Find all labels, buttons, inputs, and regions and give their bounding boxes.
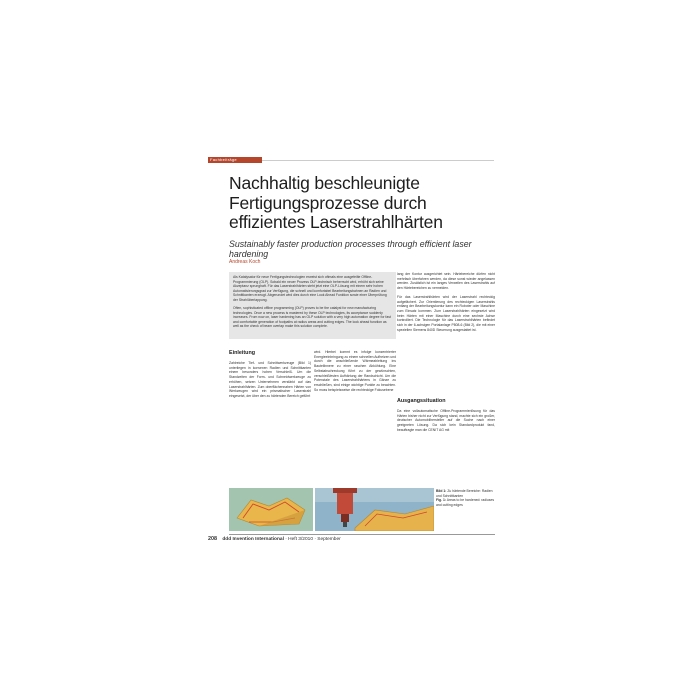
- figure-portal-image: [315, 488, 434, 531]
- header-rule: [262, 160, 494, 161]
- author-name: Andreas Koch: [229, 259, 261, 265]
- body-column-3b: [397, 409, 495, 433]
- journal-issue: · Heft 3/2010 · September: [285, 537, 341, 542]
- figure-1: [229, 488, 434, 531]
- body-text-col1: Zahlreiche Tief- und Schnittwerkzeuge (Bild 1) unterliegen in konvexen Radien und Schnittkanten einem besonders hohen Verschleiß. Um die Standzeiten der Form- und Schneidwerkzeuge zu erhöhen, setzen Unternehmen verstärkt auf das Laserstrahlhärten. Zum oberflächennahen Härten von Werkzeugen wird ein prismatischer Laserstrahl eingesetzt, der über den zu härtenden Bereich geführt: [229, 361, 311, 398]
- body-text-col3b: Für das Laserstrahlhärten wird der Laserstrahl rechteckig aufgefächert. Zur Orientierung des rechteckigen Laserstrahls entlang der Bearbeitungskontur kann ein Roboter oder Maschine zum Einsatz kommen. Zum Laserstrahlhärten eingesetzt wird beim Härten mit einer Maschine durch eine sechste Achse kontrolliert. Die Technologie für das Laserstrahlhärten befindet sich in der 6-achsigen Portalanlage P808-6 (Bild 2), die mit einer speziellen Siemens 840D Steuerung ausgestattet ist.: [397, 294, 495, 332]
- article-title: Nachhaltig beschleunigte Fertigungsprozesse durch effizientes Laserstrahlhärten: [229, 173, 443, 232]
- body-text-col3a: lang der Kontur ausgerichtet sein. Härtebereiche dürfen nicht mehrfach überfahren werden, da diese sonst wieder angelassen werden. Zusätzlich ist ein langes Verweilen des Laserstrahls auf den Härtebereichen zu vermeiden.: [397, 272, 495, 291]
- caption-de-text: Zu härtende Bereiche: Radien und Schnittkanten: [436, 489, 493, 498]
- footer-rule: [229, 534, 495, 535]
- body-text-col3c: Da eine vollautomatische Offline-Programmierlösung für das Härten bisher nicht zur Verfügung stand, machte sich ein großer, deutscher Automobilhersteller auf die Suche nach einer geeigneten Lösung. Da sich kein Standardprodukt fand, beauftragte man die CENIT AG mit: [397, 409, 495, 432]
- abstract-german: Als Katalysator für neue Fertigungstechnologien erweist sich oftmals eine ausgefeilte Offline-Programmierung (OLP). Sobald ein neuer Prozess OLP-technisch beherrscht wird, erhöht sich seine Akzeptanz sprunghaft. Für das Laserstrahlhärten steht jetzt eine OLP-Lösung mit einem sehr hohen Automatisierungsgrad zur Verfügung, die schnell und komfortabel Bearbeitungsbahnen an Radien und Schnittkanten erzeugt. Abgerundet wird dies durch eine Look Ahead Funktion sowie einer Überprüfung der Strahlüberlappung.: [233, 275, 387, 302]
- abstract-english: Often, sophisticated offline programming (OLP) proves to be the catalyst for new manufacturing technologies. Once a new process is mastered by these OLP technologies, its acceptance suddenly increases. From now on, laser hardening has an OLP solution with a very high automation degree for fast and comfortable generation of footpaths at radius areas and cutting edges. The look ahead function as well as the check of beam overlap make this solution complete.: [233, 306, 391, 329]
- article-subtitle: Sustainably faster production processes through efficient laser hardening: [229, 239, 472, 259]
- abstract-box: [229, 272, 396, 339]
- caption-en-label: Fig. 1:: [436, 498, 446, 503]
- portal-render-graphic: [315, 488, 434, 531]
- heading-ausgangssituation: Ausgangssituation: [397, 398, 446, 404]
- caption-en-text: Areas to be hardened: radiuses and cutting edges: [436, 498, 495, 507]
- body-column-1: [229, 361, 311, 399]
- caption-german: [436, 489, 496, 498]
- page-number: 208: [208, 536, 217, 542]
- caption-de-label: Bild 1:: [436, 489, 447, 493]
- figure-caption: [436, 489, 496, 507]
- heading-einleitung: Einleitung: [229, 350, 256, 356]
- figure-tool-image: [229, 488, 313, 531]
- tool-render-graphic: [229, 488, 313, 531]
- body-column-3: [397, 272, 495, 332]
- body-column-2: [314, 350, 396, 392]
- section-tag: Fachbeiträge: [208, 157, 262, 163]
- journal-name: ddd Invention International: [222, 537, 284, 542]
- page-footer: [208, 536, 341, 542]
- caption-english: [436, 498, 496, 507]
- body-text-col2: wird. Hierbei kommt es infolge konzentrierter Energieeinbringung zu einem schnellen Aufheizen und durch die anschließende Wärmeableitung ins Bauteilinnere zu einer raschen Abkühlung. Eine Selbstabschreckung führt zu der gewünschten, verschleißfesten Aufhärtung der Randschicht. Um die Potenziale des Laserstrahlhärtens in Gänze zu erschließen, sind einige wichtige Punkte zu beachten. So muss beispielsweise die rechteckige Fokusebene: [314, 350, 396, 392]
